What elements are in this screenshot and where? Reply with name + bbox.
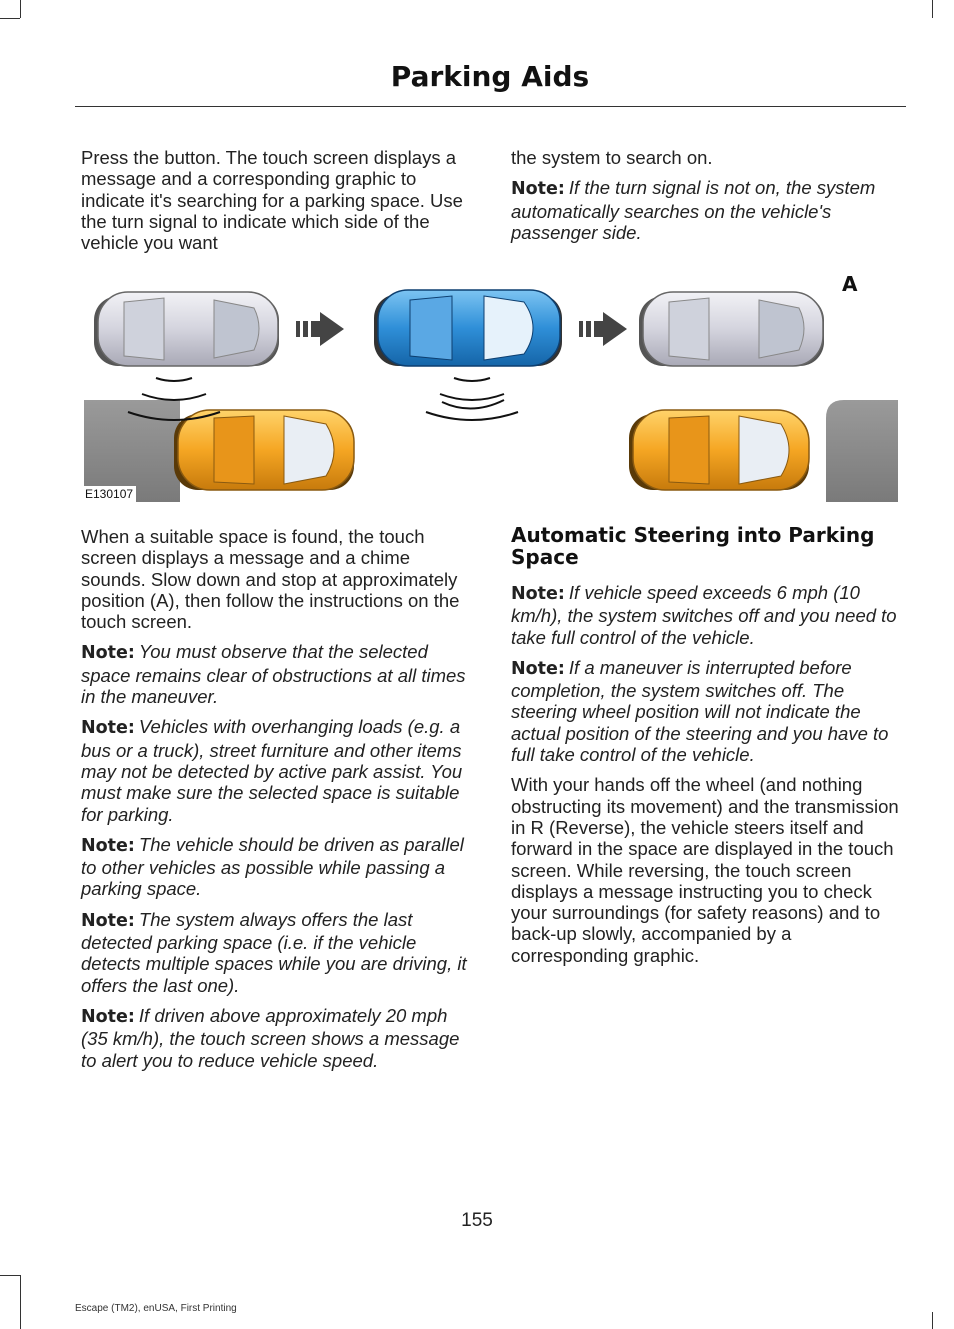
- note-label: Note:: [81, 643, 135, 664]
- silver-car-icon: [94, 292, 279, 366]
- edition-footer: Escape (TM2), enUSA, First Printing: [75, 1303, 237, 1314]
- note: [511, 657, 903, 765]
- note: [511, 177, 903, 243]
- own-vehicle-blue-car-icon: [374, 290, 562, 366]
- intro-paragraph-continued: the system to search on.: [511, 147, 713, 168]
- paragraph: When a suitable space is found, the touch screen displays a message and a chime sounds. Slow down and stop at approximately position (A), then follow the instructions on the touch screen.: [81, 526, 460, 633]
- direction-arrow-icon: [579, 312, 627, 346]
- sensor-wave-icon: [426, 378, 518, 420]
- crop-mark: [0, 18, 20, 19]
- note-text: If driven above approximately 20 mph (35 km/h), the touch screen shows a message to alert you to reduce vehicle speed.: [81, 1004, 460, 1071]
- orange-parked-car-icon: [174, 410, 354, 490]
- crop-mark: [20, 0, 21, 18]
- note: [81, 834, 476, 900]
- right-column: [511, 524, 903, 975]
- section-heading: Automatic Steering into Parking Space: [511, 523, 875, 569]
- note: [81, 909, 476, 996]
- note-text: If vehicle speed exceeds 6 mph (10 km/h), the system switches off and you need to take full control of the vehicle.: [511, 582, 897, 648]
- left-column: [81, 526, 476, 1080]
- note-label: Note:: [511, 658, 565, 679]
- note-label: Note:: [511, 584, 565, 604]
- figure-callout-label: A: [842, 272, 858, 296]
- crop-mark: [0, 1275, 20, 1276]
- note-text: If a maneuver is interrupted before completion, the system switches off. The steering wheel position will not indicate the actual position of the steering and you have to full take control of the vehicle.: [511, 656, 889, 766]
- note-text: The system always offers the last detected parking space (i.e. if the vehicle detects multiple spaces while you are driving, it offers the last one).: [81, 908, 467, 996]
- figure-code: E130107: [84, 486, 136, 502]
- note-text: You must observe that the selected space remains clear of obstructions at all times in the maneuver.: [81, 641, 466, 708]
- note: [511, 582, 903, 648]
- note-text: Vehicles with overhanging loads (e.g. a bus or a truck), street furniture and other items may not be detected by active park assist. You must make sure the selected space is suitable for parking.: [81, 716, 463, 825]
- header-rule: [75, 106, 906, 107]
- parking-illustration-svg: [84, 270, 898, 502]
- note-label: Note:: [81, 910, 135, 931]
- parking-search-illustration: [84, 270, 898, 502]
- intro-right: [511, 147, 903, 252]
- silver-car-icon: [639, 292, 824, 366]
- note-text: The vehicle should be driven as parallel to other vehicles as possible while passing a parking space.: [81, 833, 464, 900]
- note-text: If the turn signal is not on, the system automatically searches on the vehicle's passenger side.: [511, 177, 876, 243]
- note: [81, 1005, 476, 1071]
- intro-left: [81, 147, 476, 262]
- intro-paragraph: Press the button. The touch screen displays a message and a corresponding graphic to indicate it's searching for a parking space. Use the turn signal to indicate which side of the vehicle you want: [81, 147, 463, 254]
- orange-parked-car-icon: [629, 410, 809, 490]
- crop-mark: [932, 0, 933, 18]
- note-label: Note:: [511, 179, 565, 200]
- direction-arrow-icon: [296, 312, 344, 346]
- note-label: Note:: [81, 718, 135, 739]
- curb-right: [826, 400, 898, 502]
- page-title: Parking Aids: [390, 60, 590, 93]
- crop-mark: [20, 1275, 21, 1329]
- note-label: Note:: [81, 835, 135, 856]
- note: [81, 716, 476, 824]
- paragraph: With your hands off the wheel (and nothing obstructing its movement) and the transmission in R (Reverse), the vehicle steers itself and forward in the space are displayed in the touch screen. While reversing, the touch screen displays a message instructing you to check your surroundings (for safety reasons) and to back-up slowly, accompanied by a corresponding graphic.: [511, 774, 899, 966]
- note: [81, 641, 476, 707]
- page-number: 155: [461, 1210, 493, 1231]
- note-label: Note:: [81, 1006, 135, 1027]
- crop-mark: [932, 1312, 933, 1329]
